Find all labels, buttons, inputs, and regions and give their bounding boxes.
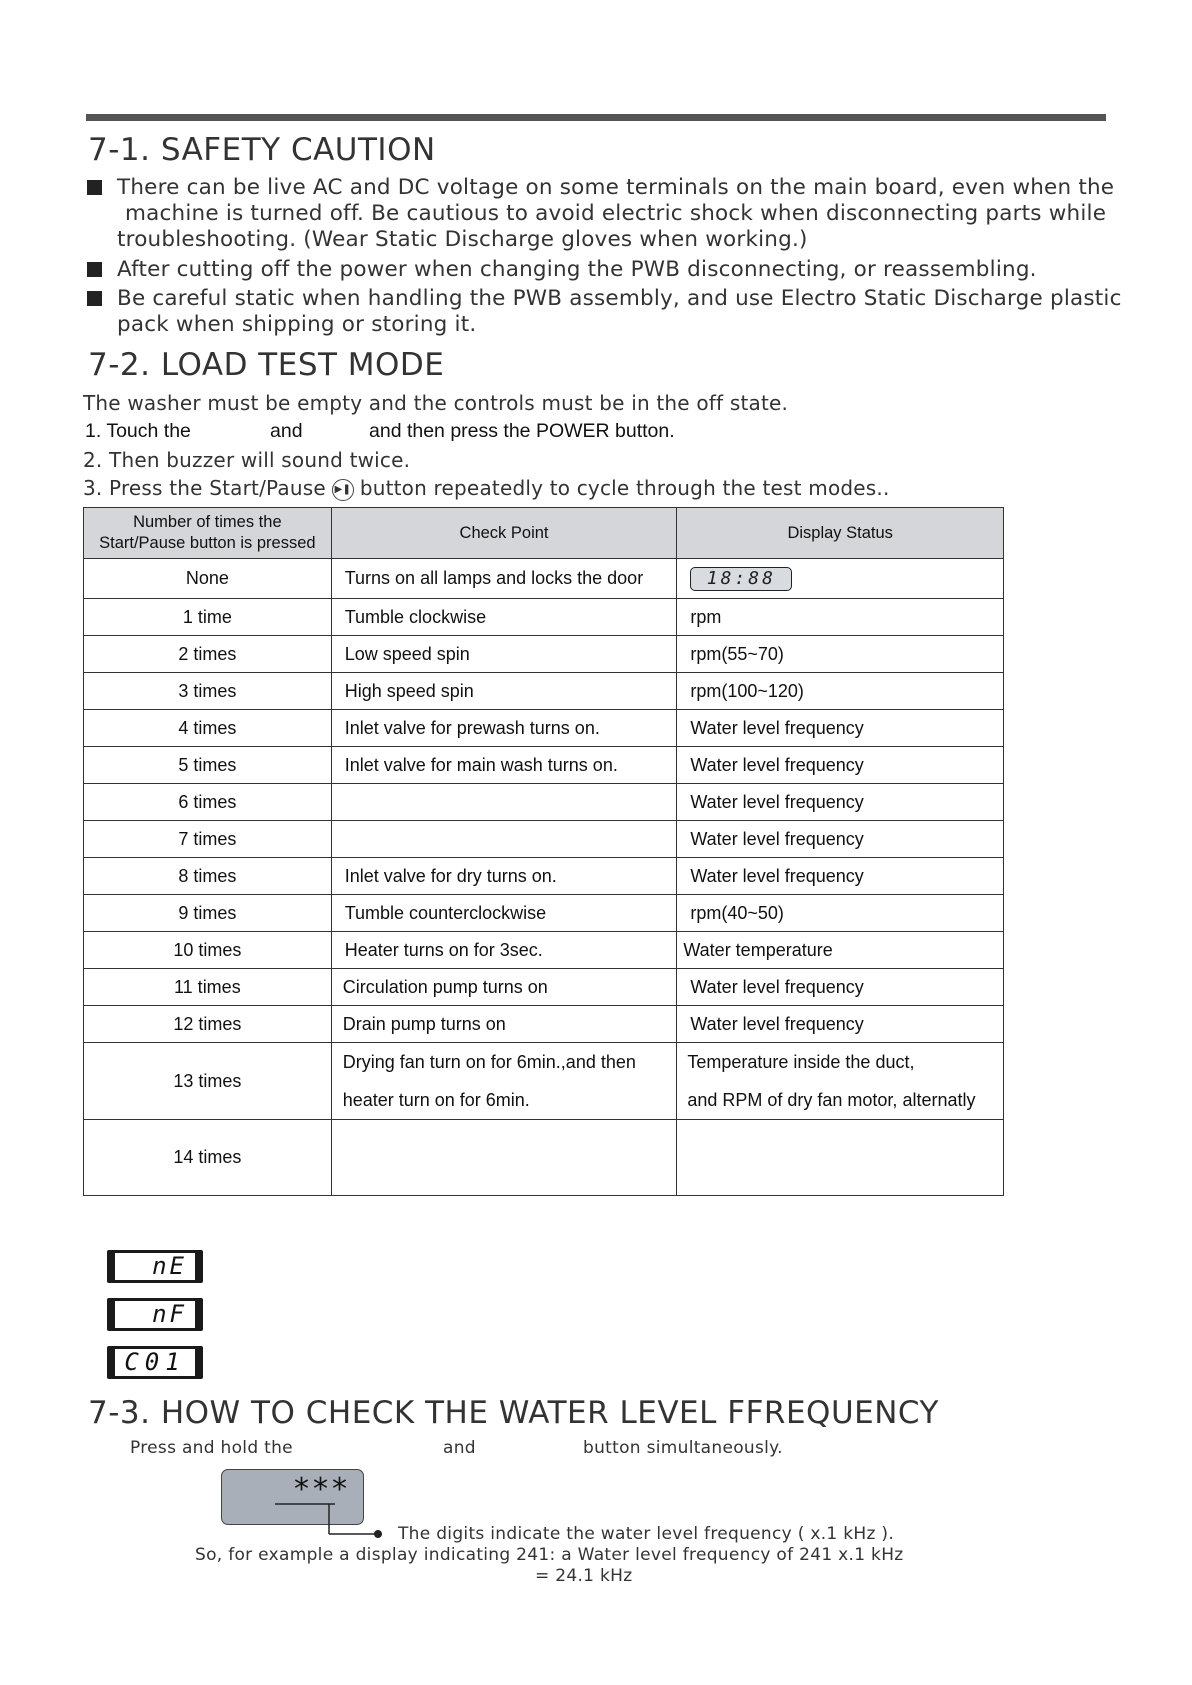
table-row (84, 1006, 1004, 1043)
press-count: 12 times (84, 1006, 332, 1043)
display-status: Water level frequency (677, 747, 1004, 784)
load-test-intro: The washer must be empty and the controls must be in the off state. (83, 391, 789, 415)
check-point: Low speed spin (331, 636, 677, 673)
load-test-table (83, 507, 1004, 1196)
press-count: 1 time (84, 599, 332, 636)
note-example: So, for example a display indicating 241: a Water level frequency of 241 x.1 kHz (195, 1545, 904, 1565)
check-point: Drain pump turns on (331, 1006, 677, 1043)
table-row (84, 1043, 1004, 1120)
press-count: None (84, 559, 332, 599)
play-pause-icon: ▶❚ (332, 479, 354, 501)
display-status: Temperature inside the duct, and RPM of dry fan motor, alternatly (677, 1043, 1004, 1120)
step3-text (83, 476, 890, 501)
note-result: = 24.1 kHz (535, 1566, 633, 1586)
instruction-text: Press and hold the (130, 1438, 293, 1458)
check-point: Drying fan turn on for 6min.,and then heater turn on for 6min. (331, 1043, 677, 1120)
bullet-marker (87, 262, 102, 277)
lcd-digits: *** (294, 1472, 351, 1507)
display-status: rpm(55~70) (677, 636, 1004, 673)
caution-text: machine is turned off. Be cautious to avoid electric shock when disconnecting parts while (125, 201, 1107, 226)
check-point (331, 1120, 677, 1196)
table-row (84, 784, 1004, 821)
callout-line (270, 1490, 400, 1540)
lcd-display: 18:88 (690, 567, 792, 591)
display-status: rpm(40~50) (677, 895, 1004, 932)
col-header-check: Check Point (331, 508, 677, 559)
check-point: Circulation pump turns on (331, 969, 677, 1006)
check-point: Inlet valve for main wash turns on. (331, 747, 677, 784)
bullet-marker (87, 291, 102, 306)
top-rule (86, 114, 1106, 121)
table-row (84, 599, 1004, 636)
table-row (84, 821, 1004, 858)
step1-text: and then press the POWER button. (369, 420, 675, 442)
press-count: 5 times (84, 747, 332, 784)
display-status: rpm(100~120) (677, 673, 1004, 710)
press-count: 8 times (84, 858, 332, 895)
note-digits: The digits indicate the water level frequency ( x.1 kHz ). (398, 1524, 895, 1544)
table-row (84, 710, 1004, 747)
check-point: Turns on all lamps and locks the door (331, 559, 677, 599)
step2-text: 2. Then buzzer will sound twice. (83, 448, 411, 472)
press-count: 13 times (84, 1043, 332, 1120)
table-row (84, 858, 1004, 895)
bullet-marker (87, 180, 102, 195)
press-count: 2 times (84, 636, 332, 673)
display-status: Water level frequency (677, 1006, 1004, 1043)
table-row (84, 969, 1004, 1006)
check-point: Tumble clockwise (331, 599, 677, 636)
table-row (84, 932, 1004, 969)
press-count: 14 times (84, 1120, 332, 1196)
error-display-c01: C01 (107, 1346, 203, 1379)
check-point (331, 784, 677, 821)
display-status: Water level frequency (677, 784, 1004, 821)
check-point (331, 821, 677, 858)
table-row (84, 1120, 1004, 1196)
display-status: Water level frequency (677, 821, 1004, 858)
step3-text-b: button repeatedly to cycle through the test modes.. (359, 476, 890, 500)
error-display-ne: nE (107, 1250, 203, 1283)
safety-caution-heading: 7-1. SAFETY CAUTION (88, 132, 436, 168)
display-status: Water temperature (677, 932, 1004, 969)
press-count: 7 times (84, 821, 332, 858)
press-count: 3 times (84, 673, 332, 710)
table-row (84, 559, 1004, 599)
table-row (84, 636, 1004, 673)
step3-text-a: 3. Press the Start/Pause (83, 476, 326, 500)
load-test-heading: 7-2. LOAD TEST MODE (88, 347, 445, 383)
step1-text: 1. Touch the (85, 420, 191, 442)
col-header-count: Number of times the Start/Pause button is pressed (84, 508, 332, 559)
display-status (677, 1120, 1004, 1196)
caution-text: troubleshooting. (Wear Static Discharge gloves when working.) (117, 227, 808, 252)
caution-text: Be careful static when handling the PWB assembly, and use Electro Static Discharge plastic (117, 286, 1122, 311)
table-header-row (84, 508, 1004, 559)
check-point: High speed spin (331, 673, 677, 710)
caution-text: After cutting off the power when changing the PWB disconnecting, or reassembling. (117, 257, 1037, 282)
display-status: rpm (677, 599, 1004, 636)
caution-text: There can be live AC and DC voltage on some terminals on the main board, even when the (117, 175, 1115, 200)
error-display-nf: nF (107, 1298, 203, 1331)
press-count: 4 times (84, 710, 332, 747)
step1-text: and (270, 420, 303, 442)
display-status: Water level frequency (677, 858, 1004, 895)
display-status: Water level frequency (677, 969, 1004, 1006)
check-point: Inlet valve for prewash turns on. (331, 710, 677, 747)
col-header-display: Display Status (677, 508, 1004, 559)
table-row (84, 673, 1004, 710)
press-count: 6 times (84, 784, 332, 821)
water-level-heading: 7-3. HOW TO CHECK THE WATER LEVEL FFREQUENCY (88, 1395, 939, 1431)
caution-text: pack when shipping or storing it. (117, 312, 477, 337)
press-count: 10 times (84, 932, 332, 969)
check-point: Heater turns on for 3sec. (331, 932, 677, 969)
press-count: 11 times (84, 969, 332, 1006)
table-row (84, 747, 1004, 784)
instruction-text: button simultaneously. (583, 1438, 783, 1458)
instruction-text: and (443, 1438, 476, 1458)
press-count: 9 times (84, 895, 332, 932)
check-point: Inlet valve for dry turns on. (331, 858, 677, 895)
check-point: Tumble counterclockwise (331, 895, 677, 932)
display-status (677, 559, 1004, 599)
table-row (84, 895, 1004, 932)
display-status: Water level frequency (677, 710, 1004, 747)
